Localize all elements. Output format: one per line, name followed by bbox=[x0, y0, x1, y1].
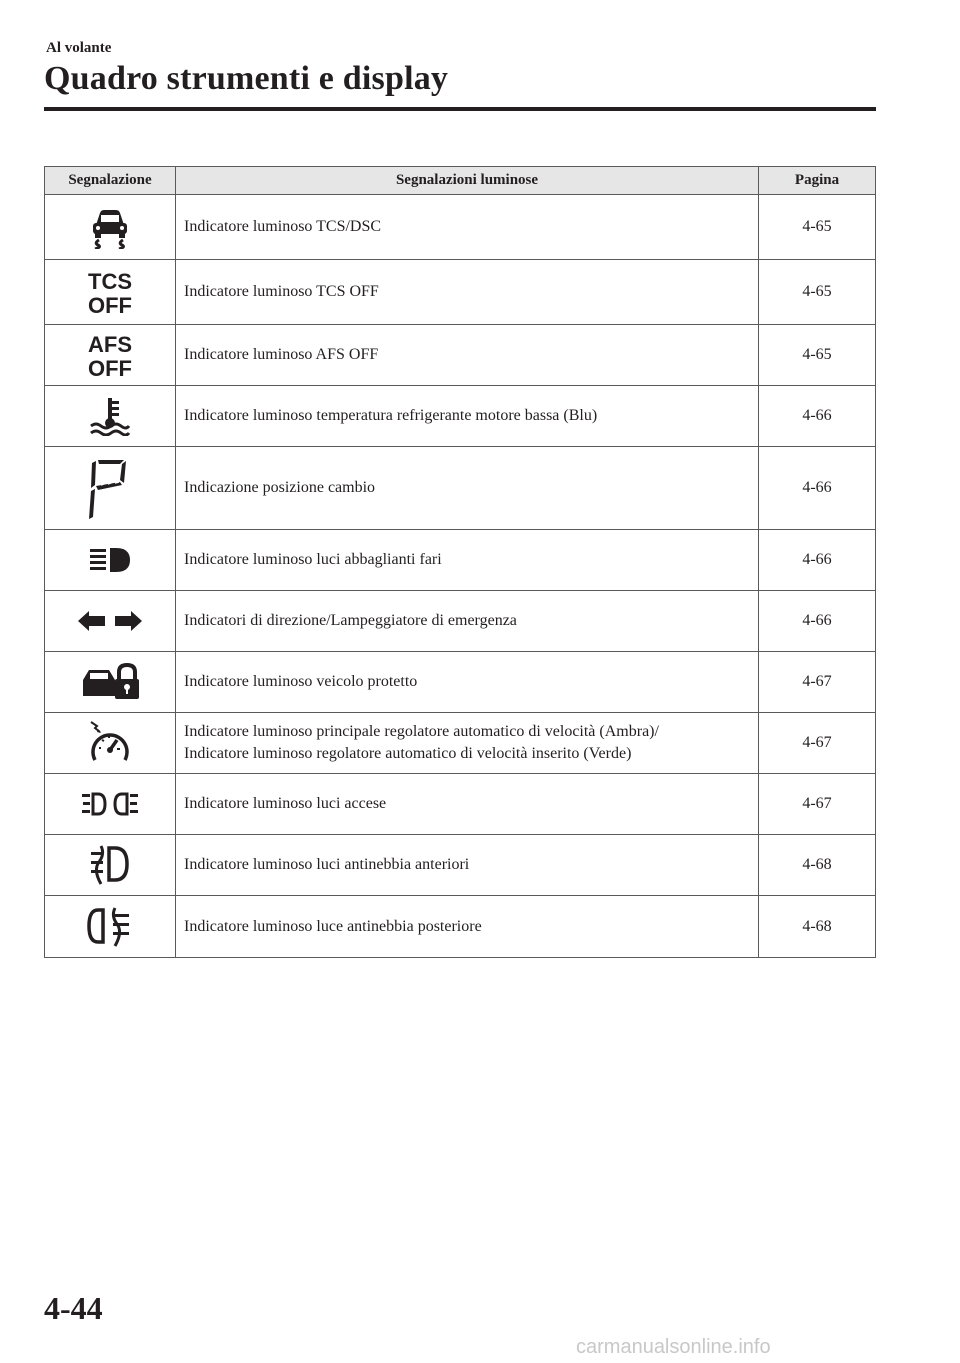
row-page: 4-67 bbox=[759, 774, 876, 835]
cruise-control-icon bbox=[87, 720, 133, 766]
row-description: Indicatore luminoso luci antinebbia anteriori bbox=[184, 856, 470, 873]
row-description: Indicatore luminoso luci accese bbox=[184, 795, 387, 812]
row-page: 4-66 bbox=[759, 530, 876, 591]
row-description: Indicatori di direzione/Lampeggiatore di emergenza bbox=[184, 612, 517, 629]
security-icon bbox=[79, 662, 141, 702]
row-page: 4-68 bbox=[759, 835, 876, 896]
row-page: 4-67 bbox=[759, 652, 876, 713]
low-coolant-temperature-icon bbox=[87, 396, 133, 436]
row-description: Indicatore luminoso luce antinebbia posteriore bbox=[184, 917, 482, 935]
row-page: 4-66 bbox=[759, 447, 876, 530]
row-page: 4-65 bbox=[759, 325, 876, 386]
table-row bbox=[45, 386, 876, 447]
page-number: 4-44 bbox=[44, 1290, 103, 1326]
table-header-row bbox=[45, 167, 876, 195]
row-description: Indicatore luminoso temperatura refrigerante motore bassa (Blu) bbox=[184, 407, 598, 424]
table-row bbox=[45, 652, 876, 713]
table-row bbox=[45, 530, 876, 591]
row-description: Indicatore luminoso AFS OFF bbox=[184, 346, 379, 363]
svg-text:OFF: OFF bbox=[88, 356, 132, 380]
row-description-line2: Indicatore luminoso regolatore automatico di velocità inserito (Verde) bbox=[184, 745, 632, 762]
table-row bbox=[45, 447, 876, 530]
row-page: 4-65 bbox=[759, 195, 876, 260]
table-row bbox=[45, 325, 876, 386]
rear-fog-light-icon bbox=[85, 904, 135, 950]
table-row bbox=[45, 896, 876, 958]
row-page: 4-66 bbox=[759, 591, 876, 652]
gear-position-icon bbox=[86, 455, 134, 521]
table-row bbox=[45, 260, 876, 325]
row-description: Indicazione posizione cambio bbox=[184, 479, 376, 496]
row-page: 4-68 bbox=[759, 896, 876, 958]
lights-on-icon bbox=[80, 789, 140, 819]
row-page: 4-65 bbox=[759, 260, 876, 325]
watermark: carmanualsonline.info bbox=[576, 1336, 771, 1358]
row-description: Indicatore luminoso TCS/DSC bbox=[184, 218, 382, 235]
svg-text:TCS: TCS bbox=[88, 269, 132, 294]
column-header-signal: Segnalazione bbox=[45, 167, 176, 195]
tcs-off-icon bbox=[80, 267, 140, 317]
table-row bbox=[45, 774, 876, 835]
warning-lights-table bbox=[44, 166, 876, 958]
table-row bbox=[45, 835, 876, 896]
front-fog-light-icon bbox=[87, 842, 133, 888]
svg-text:AFS: AFS bbox=[88, 332, 132, 357]
afs-off-icon bbox=[80, 330, 140, 380]
row-page: 4-66 bbox=[759, 386, 876, 447]
column-header-description: Segnalazioni luminose bbox=[176, 167, 759, 195]
table-row bbox=[45, 195, 876, 260]
row-description: Indicatore luminoso luci abbaglianti fari bbox=[184, 551, 442, 568]
table-row bbox=[45, 591, 876, 652]
row-page: 4-67 bbox=[759, 713, 876, 774]
page-title: Quadro strumenti e display bbox=[44, 60, 449, 97]
row-description: Indicatore luminoso veicolo protetto bbox=[184, 673, 418, 690]
svg-text:OFF: OFF bbox=[88, 293, 132, 317]
turn-signal-icon bbox=[75, 608, 145, 634]
row-description: Indicatore luminoso TCS OFF bbox=[184, 283, 379, 300]
section-label: Al volante bbox=[46, 40, 112, 56]
title-rule bbox=[44, 107, 876, 111]
column-header-page: Pagina bbox=[759, 167, 876, 195]
row-description: Indicatore luminoso principale regolatore automatico di velocità (Ambra)/ bbox=[184, 723, 659, 740]
high-beam-icon bbox=[86, 545, 134, 575]
tcs-dsc-icon bbox=[86, 205, 134, 249]
table-row bbox=[45, 713, 876, 774]
